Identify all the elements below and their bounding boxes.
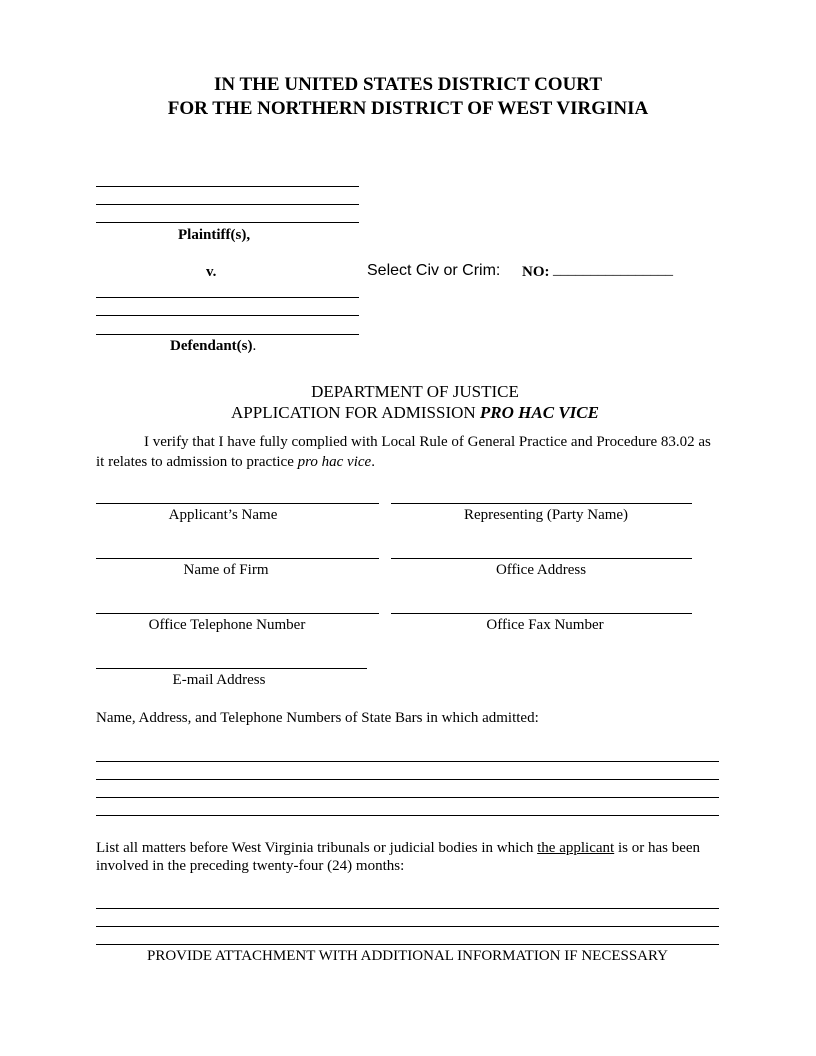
office-phone-label: Office Telephone Number bbox=[148, 617, 306, 633]
court-title-line1: IN THE UNITED STATES DISTRICT COURT bbox=[213, 74, 603, 95]
matters-prompt-applicant: the applicant bbox=[537, 840, 615, 856]
applicant-name-line[interactable] bbox=[96, 503, 379, 504]
defendant-label: Defendant(s) bbox=[170, 338, 253, 354]
defendant-period: . bbox=[252, 338, 257, 354]
application-heading-text: APPLICATION FOR ADMISSION bbox=[231, 403, 476, 422]
matters-prompt-1a: List all matters before West Virginia tribunals or judicial bodies in which bbox=[96, 840, 538, 856]
plaintiff-label: Plaintiff(s), bbox=[178, 227, 251, 243]
verify-text-line2 bbox=[96, 452, 375, 472]
verify-text-2a: it relates to admission to practice bbox=[96, 454, 298, 470]
matters-line-3[interactable] bbox=[96, 944, 719, 945]
court-title-line2: FOR THE NORTHERN DISTRICT OF WEST VIRGINIA bbox=[167, 98, 649, 119]
representing-label: Representing (Party Name) bbox=[463, 507, 629, 523]
applicant-name-label: Applicant’s Name bbox=[168, 507, 278, 523]
defendant-line-3[interactable] bbox=[96, 334, 359, 335]
defendant-line-1[interactable] bbox=[96, 297, 359, 298]
office-address-line[interactable] bbox=[391, 558, 692, 559]
office-phone-line[interactable] bbox=[96, 613, 379, 614]
case-number-label: NO: bbox=[522, 264, 550, 280]
case-number-field[interactable]: ________________ bbox=[553, 262, 673, 278]
attachment-note: PROVIDE ATTACHMENT WITH ADDITIONAL INFORMATION IF NECESSARY bbox=[146, 948, 669, 964]
matters-line-2[interactable] bbox=[96, 926, 719, 927]
email-label: E-mail Address bbox=[172, 672, 266, 688]
department-heading: DEPARTMENT OF JUSTICE bbox=[311, 382, 519, 401]
verify-text-2b: pro hac vice bbox=[297, 454, 372, 470]
state-bars-prompt: Name, Address, and Telephone Numbers of State Bars in which admitted: bbox=[96, 710, 539, 726]
office-fax-line[interactable] bbox=[391, 613, 692, 614]
state-bars-line-1[interactable] bbox=[96, 761, 719, 762]
matters-prompt-line1 bbox=[96, 838, 736, 858]
matters-line-1[interactable] bbox=[96, 908, 719, 909]
versus-label: v. bbox=[206, 264, 217, 280]
state-bars-line-3[interactable] bbox=[96, 797, 719, 798]
office-fax-label: Office Fax Number bbox=[486, 617, 604, 633]
email-line[interactable] bbox=[96, 668, 367, 669]
verify-text-2c: . bbox=[371, 454, 375, 470]
matters-prompt-line2: involved in the preceding twenty-four (24) months: bbox=[96, 858, 405, 874]
civ-crim-select[interactable]: Select Civ or Crim: bbox=[367, 262, 501, 279]
state-bars-line-4[interactable] bbox=[96, 815, 719, 816]
firm-name-line[interactable] bbox=[96, 558, 379, 559]
application-heading bbox=[0, 403, 816, 423]
office-address-label: Office Address bbox=[495, 562, 587, 578]
state-bars-line-2[interactable] bbox=[96, 779, 719, 780]
pro-hac-vice-heading: PRO HAC VICE bbox=[479, 403, 599, 422]
plaintiff-line-2[interactable] bbox=[96, 204, 359, 205]
firm-name-label: Name of Firm bbox=[183, 562, 269, 578]
defendant-label-wrap bbox=[170, 338, 256, 355]
plaintiff-line-1[interactable] bbox=[96, 186, 359, 187]
matters-prompt-1c: is or has been bbox=[614, 840, 701, 856]
plaintiff-line-3[interactable] bbox=[96, 222, 359, 223]
verify-text-line1: I verify that I have fully complied with Local Rule of General Practice and Procedure 83.02 as bbox=[144, 434, 711, 450]
representing-line[interactable] bbox=[391, 503, 692, 504]
defendant-line-2[interactable] bbox=[96, 315, 359, 316]
